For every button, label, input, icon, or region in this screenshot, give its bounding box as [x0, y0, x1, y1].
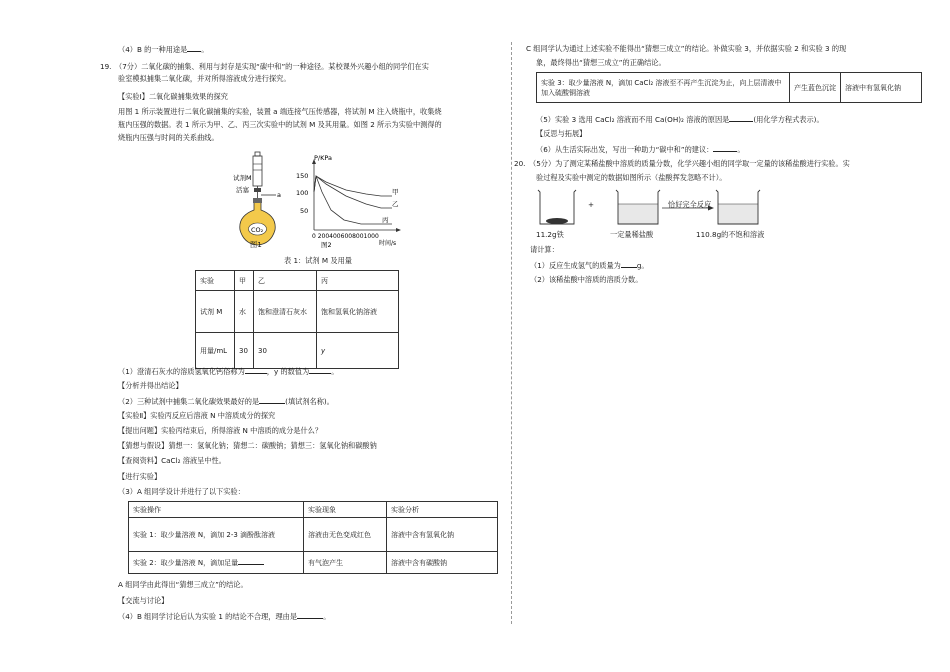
c1-text: （1）反应生成氢气的质量为 — [530, 261, 621, 270]
beaker2-label: 一定量稀盐酸 — [610, 230, 654, 239]
chart-ytick-50: 50 — [300, 207, 309, 215]
table2-cell — [129, 552, 304, 574]
table1-cell: y — [317, 333, 399, 369]
table3-ana: 溶液中有氢氧化钠 — [841, 73, 922, 103]
table1-cell: 试剂 M — [196, 291, 235, 333]
plus-sign: + — [588, 200, 595, 209]
chart-ytick-100: 100 — [296, 189, 309, 197]
table2-cell-text: 实验 2：取少量溶液 N，滴加足量 — [133, 559, 239, 567]
table1-cell: 用量/mL — [196, 333, 235, 369]
table1-header-exp: 实验 — [196, 271, 235, 291]
table1-header-jia: 甲 — [235, 271, 254, 291]
legend-bing: 丙 — [382, 216, 389, 224]
q2-line — [118, 396, 334, 407]
column-divider — [511, 42, 512, 624]
q5-end: (用化学方程式表示)。 — [753, 115, 824, 124]
q20-line1: 20. （5分）为了测定某稀盐酸中溶质的质量分数，化学兴趣小组的同学取一定量的该稀盐酸进行实验。实 — [514, 159, 850, 168]
figure1-caption: 图1 — [250, 240, 262, 249]
table2-cell: 实验 1：取少量溶液 N，滴加 2-3 滴酚酞溶液 — [129, 518, 304, 552]
table2-header-phen: 实验现象 — [304, 502, 387, 518]
q6-line — [536, 144, 745, 155]
c1-end: g。 — [636, 261, 649, 270]
q5-line — [536, 114, 824, 125]
table2-cell: 有气泡产生 — [304, 552, 387, 574]
q1-line — [118, 366, 338, 377]
curve-yi — [314, 176, 392, 208]
figure1-apparatus — [224, 150, 294, 250]
q5-blank[interactable] — [729, 114, 753, 122]
q4-blank[interactable] — [297, 611, 323, 619]
experiment-table — [128, 501, 498, 574]
c2-line: （2）该稀盐酸中溶质的溶质分数。 — [530, 275, 643, 284]
arrow-label: 恰好完全反应 — [668, 200, 712, 209]
q3-line: （3）A 组同学设计并进行了以下实验： — [118, 487, 245, 496]
valve-label: 活塞 — [236, 186, 249, 194]
c1-line — [530, 260, 649, 271]
table1-cell: 30 — [254, 333, 317, 369]
table2-blank[interactable] — [238, 557, 264, 565]
experiment3-table — [536, 72, 922, 103]
table3-op: 实验 3：取少量溶液 N，滴加 CaCl₂ 溶液至不再产生沉淀为止，向上层清液中加入硫酸铜溶液 — [537, 73, 790, 103]
q1-end: 。 — [331, 367, 339, 376]
table1-cell: 饱和氢氧化钠溶液 — [317, 291, 399, 333]
legend-jia: 甲 — [392, 188, 399, 196]
q4b-blank[interactable] — [187, 44, 201, 52]
q1-text: （1）澄清石灰水的溶质氢氧化钙俗称为 — [118, 367, 245, 376]
q4-line — [118, 611, 330, 622]
q2-blank[interactable] — [259, 396, 285, 404]
beaker1-label: 11.2g铁 — [536, 230, 564, 239]
table1-header-yi: 乙 — [254, 271, 317, 291]
q4b-line: （4）B 的一种用途是 。 — [118, 45, 209, 54]
co2-label: CO₂ — [251, 226, 264, 234]
q4-text: （4）B 组同学讨论后认为实验 1 的结论不合理，理由是 — [118, 612, 298, 621]
q19-line1: 19. （7分）二氧化碳的捕集、利用与封存是实现“碳中和”的一种途径。某校课外兴趣小组的同学们在实 — [100, 62, 429, 71]
q20-line2: 验过程及实验中测定的数据如图所示（盐酸挥发忽略不计）。 — [536, 173, 727, 182]
table1-cell: 30 — [235, 333, 254, 369]
table1-cell: 水 — [235, 291, 254, 333]
table2-cell: 溶液中含有碳酸钠 — [387, 552, 498, 574]
exp1-title: 【实验Ⅰ】二氧化碳捕集效果的探究 — [118, 92, 228, 101]
q2-text: （2）三种试剂中捕集二氧化碳效果最好的是 — [118, 397, 260, 406]
chart-xticks: 0 2004006008001000 — [312, 233, 379, 240]
q19-line2: 验室模拟捕集二氧化碳，并对所得溶液成分进行探究。 — [118, 74, 291, 83]
q1-blank2[interactable] — [309, 366, 331, 374]
curve-jia — [314, 176, 392, 196]
reagent-table — [195, 270, 399, 369]
chart-xlabel: 时间/s — [379, 240, 397, 247]
q6-end: 。 — [737, 145, 745, 154]
table1-header-bing: 丙 — [317, 271, 399, 291]
reference-line: 【查阅资料】CaCl₂ 溶液呈中性。 — [118, 456, 226, 465]
exp1-line3: 烧瓶内压强与时间的关系曲线。 — [118, 133, 219, 142]
q4-end: 。 — [323, 612, 331, 621]
table2-header-op: 实验操作 — [129, 502, 304, 518]
c-line2: 象，最终得出“猜想三成立”的正确结论。 — [536, 58, 666, 67]
figure2-caption: 图2 — [321, 241, 332, 249]
please-calc: 请计算： — [530, 245, 559, 254]
q1-mid: ，y 的数值为 — [266, 367, 310, 376]
beaker3-label: 110.8g的不饱和溶液 — [696, 230, 765, 239]
a-label: a — [277, 191, 281, 199]
discuss-line: 【交流与讨论】 — [118, 596, 169, 605]
q6-text: （6）从生活实际出发，写出一种助力“碳中和”的建议： — [536, 145, 714, 154]
table3-phen: 产生蓝色沉淀 — [790, 73, 841, 103]
q5-text: （5）实验 3 选用 CaCl₂ 溶液而不用 Ca(OH)₂ 溶液的原因是 — [536, 115, 730, 124]
exp1-line1: 用图 1 所示装置进行二氧化碳捕集的实验，装置 a 端连接气压传感器，将试剂 M 注入烧瓶中，收集烧 — [118, 107, 442, 116]
hypothesis-line: 【猜想与假设】猜想一：氢氧化钠；猜想二：碳酸钠；猜想三：氢氧化钠和碳酸钠 — [118, 441, 377, 450]
conclusion-a: A 组同学由此得出“猜想三成立”的结论。 — [118, 580, 248, 589]
c-line1: C 组同学认为通过上述实验不能得出“猜想三成立”的结论。补做实验 3，并依据实验 2 和实验 3 的现 — [526, 44, 847, 53]
table2-header-ana: 实验分析 — [387, 502, 498, 518]
exp1-line2: 瓶内压强的数据。表 1 所示为甲、乙、丙三次实验中的试剂 M 及其用量。如图 2 所示为实验中测得的 — [118, 120, 442, 129]
table2-cell: 溶液由无色变成红色 — [304, 518, 387, 552]
chart-ylabel: P/KPa — [314, 154, 332, 162]
c1-blank[interactable] — [621, 260, 637, 268]
reflect-line: 【反思与拓展】 — [536, 129, 587, 138]
curve-bing — [314, 176, 392, 224]
q2-end: (填试剂名称)。 — [285, 397, 334, 406]
exp2-title: 【实验Ⅱ】实验丙反应后溶液 N 中溶质成分的探究 — [118, 411, 276, 420]
chart-ytick-150: 150 — [296, 172, 309, 180]
do-exp-line: 【进行实验】 — [118, 472, 162, 481]
figure2-pressure-chart — [286, 152, 411, 250]
q6-blank[interactable] — [713, 144, 737, 152]
reaction-diagram — [532, 186, 772, 230]
reagent-label: 试剂M — [233, 174, 252, 182]
table2-cell: 溶液中含有氢氧化钠 — [387, 518, 498, 552]
analysis-title: 【分析并得出结论】 — [118, 381, 183, 390]
legend-yi: 乙 — [392, 200, 399, 208]
table1-caption: 表 1：试剂 M 及用量 — [284, 256, 352, 265]
question-line: 【提出问题】实验丙结束后，所得溶液 N 中溶质的成分是什么？ — [118, 426, 323, 435]
q4b-text: （4）B 的一种用途是 — [118, 45, 188, 54]
q1-blank1[interactable] — [245, 366, 267, 374]
table1-cell: 饱和澄清石灰水 — [254, 291, 317, 333]
